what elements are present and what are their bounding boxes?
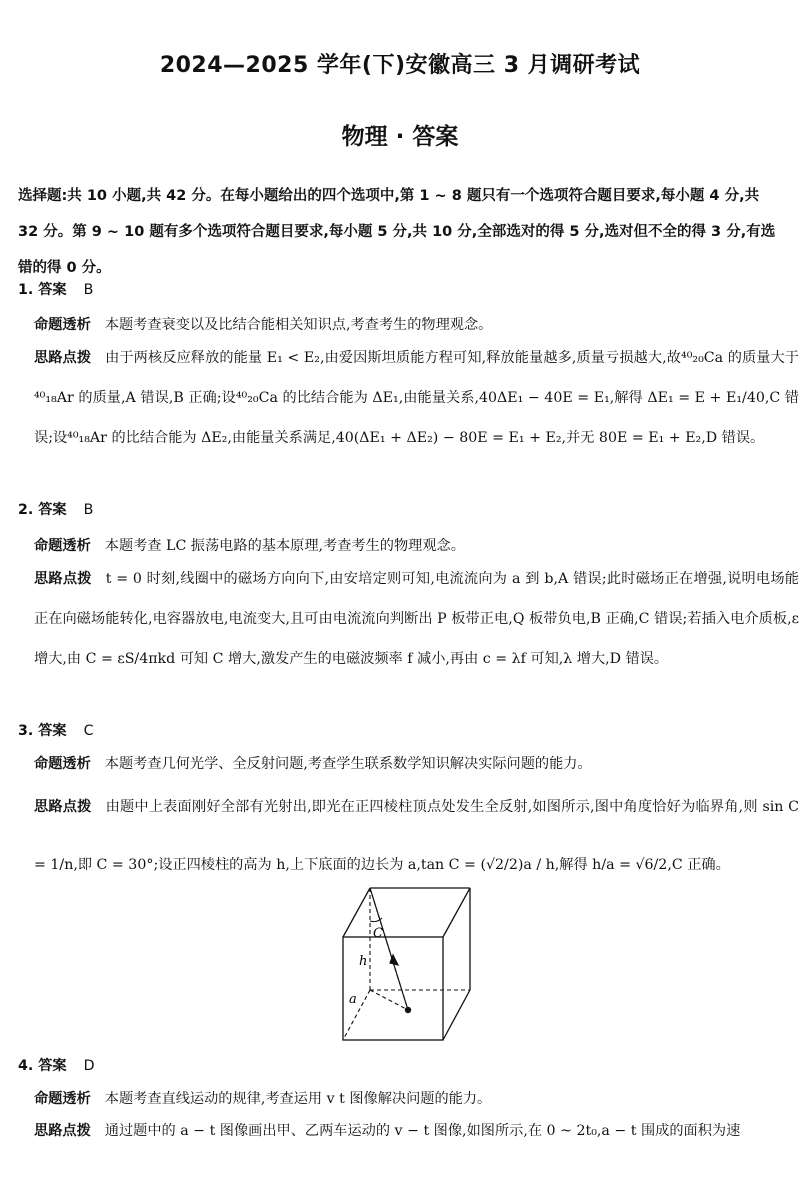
question-1-answer: B (83, 282, 94, 298)
question-2-hint: t = 0 时刻,线圈中的磁场方向向下,由安培定则可知,电流流向为 a 到 b,A 错误;此时磁场正在增强,说明电场能正在向磁场能转化,电容器放电,电流变大,且可由电流流向判断出 P 板带正电,Q 板带负电,B 正确,C 错误;若插入电介质板,ε 增大,由 C = εS/4πkd 可知 C 增大,激发产生的电磁波频率 f 减小,再由 c = λf 可知,λ 增大,D 错误。 (34, 571, 799, 667)
question-2-number: 2. (18, 502, 34, 518)
question-4-answer-line (18, 1055, 95, 1075)
question-4-hint: 通过题中的 a − t 图像画出甲、乙两车运动的 v − t 图像,如图所示,在 0 ~ 2t₀,a − t 围成的面积为速 (104, 1123, 741, 1139)
answer-label: 答案 (38, 282, 67, 298)
question-1-hint: 由于两核反应释放的能量 E₁ < E₂,由爱因斯坦质能方程可知,释放能量越多,质量亏损越大,故⁴⁰₂₀Ca 的质量大于⁴⁰₁₈Ar 的质量,A 错误,B 正确;设⁴⁰₂₀Ca 的比结合能为 ΔE₁,由能量关系,40ΔE₁ − 40E = E₁,解得 ΔE₁ = E + E₁/40,C 错误;设⁴⁰₁₈Ar 的比结合能为 ΔE₂,由能量关系满足,40(ΔE₁ + ΔE₂) − 80E = E₁ + E₂,并无 80E = E₁ + E₂,D 错误。 (34, 350, 799, 446)
side-label-a: a (349, 992, 357, 1007)
question-4-analysis: 本题考查直线运动的规律,考查运用 v t 图像解决问题的能力。 (104, 1091, 492, 1107)
light-ray (370, 888, 411, 1013)
question-4-hint-line (34, 1120, 740, 1140)
question-1-analysis-line (34, 314, 492, 334)
answer-label: 答案 (38, 1058, 67, 1074)
question-3-analysis: 本题考查几何光学、全反射问题,考查学生联系数学知识解决实际问题的能力。 (104, 756, 592, 772)
question-1-number: 1. (18, 282, 34, 298)
answer-label: 答案 (38, 723, 67, 739)
analysis-label: 命题透析 (34, 1091, 91, 1107)
height-label-h: h (359, 954, 368, 969)
question-2-answer-line (18, 499, 93, 519)
angle-label-c: C (373, 926, 383, 941)
page-title: 2024—2025 学年(下)安徽高三 3 月调研考试 (159, 53, 641, 78)
question-2-answer: B (83, 502, 94, 518)
hint-label: 思路点拨 (34, 1123, 91, 1139)
question-4-analysis-line (34, 1088, 491, 1108)
analysis-label: 命题透析 (34, 756, 91, 772)
question-1-hint-paragraph (18, 338, 799, 458)
question-1-answer-line (18, 279, 93, 299)
question-4-answer: D (83, 1058, 95, 1074)
hint-label: 思路点拨 (34, 350, 92, 366)
question-2-hint-paragraph (18, 559, 799, 679)
question-3-answer: C (83, 723, 94, 739)
question-3-hint-paragraph (18, 778, 799, 894)
question-2-analysis-line (34, 535, 465, 555)
analysis-label: 命题透析 (34, 538, 91, 554)
question-3-analysis-line (34, 753, 592, 773)
hint-label: 思路点拨 (34, 799, 92, 815)
question-2-analysis: 本题考查 LC 振荡电路的基本原理,考查考生的物理观念。 (104, 538, 465, 554)
question-3-answer-line (18, 720, 93, 740)
analysis-label: 命题透析 (34, 317, 91, 333)
hint-label: 思路点拨 (34, 571, 92, 587)
instructions-paragraph: 选择题:共 10 小题,共 42 分。在每小题给出的四个选项中,第 1 ~ 8 题只有一个选项符合题目要求,每小题 4 分,共 32 分。第 9 ~ 10 题有多个选项符合题目要求,每小题 5 分,共 10 分,全部选对的得 5 分,选对但不全的得 3 分,有选错的得 0 分。 (18, 188, 776, 276)
question-3-number: 3. (18, 723, 34, 739)
question-4-number: 4. (18, 1058, 34, 1074)
question-3-hint: 由题中上表面刚好全部有光射出,即光在正四棱柱顶点处发生全反射,如图所示,图中角度恰好为临界角,则 sin C = 1/n,即 C = 30°;设正四棱柱的高为 h,上下底面的边长为 a,tan C = (√2/2)a / h,解得 h/a = √6/2,C 正确。 (34, 799, 799, 873)
prism-diagram (335, 885, 480, 1045)
answer-label: 答案 (38, 502, 67, 518)
page-subtitle: 物理 · 答案 (341, 124, 459, 150)
question-1-analysis: 本题考查衰变以及比结合能相关知识点,考查考生的物理观念。 (104, 317, 493, 333)
